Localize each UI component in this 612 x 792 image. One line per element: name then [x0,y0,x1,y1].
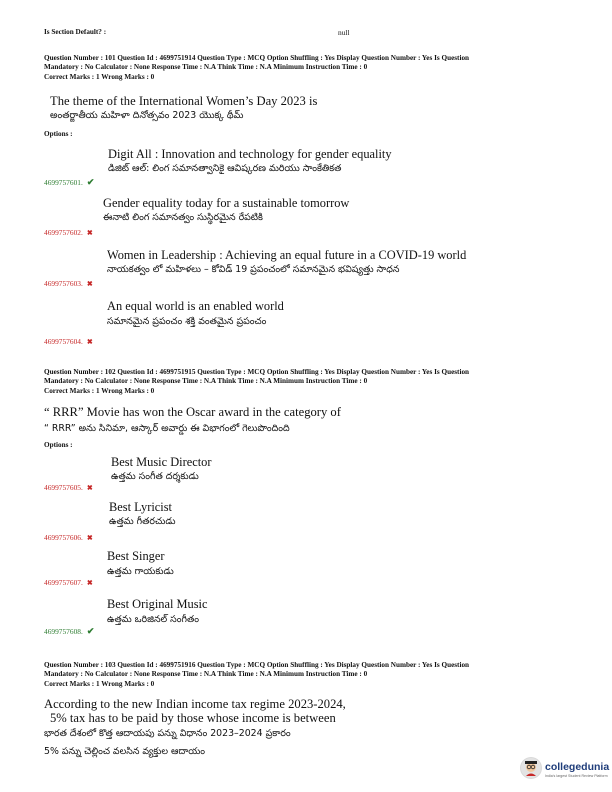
option-text-te: నాయకత్వం లో మహిళలు – కోవిడ్ 19 ప్రపంచంలో సమానమైన భవిష్యత్తు సాధన [107,264,400,275]
meta-line: Question Number : 102 Question Id : 4699751915 Question Type : MCQ Option Shuffling : Yes Display Question Number : Yes Is Question [44,368,470,376]
wrong-cross-icon: ✖ [86,484,93,492]
option-id: 4699757605. [44,483,83,492]
question-text-te: భారత దేశంలో కొత్త ఆదాయపు పన్ను విధానం 2023–2024 ప్రకారం [44,728,291,739]
option-row[interactable] [44,222,93,240]
option-text-en: An equal world is an enabled world [107,299,284,313]
meta-line: Question Number : 103 Question Id : 4699751916 Question Type : MCQ Option Shuffling : Yes Display Question Number : Yes Is Question [44,661,470,669]
option-text-en: Gender equality today for a sustainable tomorrow [103,196,350,210]
option-text-te: ఈనాటి లింగ సమానత్వం సుస్థిరమైన రేపటికి [103,212,263,223]
option-text-te: ఉత్తమ గీతరచుడు [109,516,176,527]
option-text-te: ఉత్తమ గాయకుడు [107,566,174,577]
section-default-label: Is Section Default? : [44,28,107,36]
option-text-en: Best Original Music [107,597,208,611]
options-label: Options : [44,441,73,449]
wrong-cross-icon: ✖ [86,534,93,542]
options-label: Options : [44,130,73,138]
option-row[interactable] [44,527,93,545]
meta-line: Correct Marks : 1 Wrong Marks : 0 [44,72,155,81]
option-text-en: Digit All : Innovation and technology for gender equality [108,147,392,161]
option-text-en: Women in Leadership : Achieving an equal future in a COVID-19 world [107,248,467,262]
wrong-cross-icon: ✖ [86,579,93,587]
option-row[interactable] [44,172,94,190]
correct-check-icon: ✔ [86,626,95,636]
option-text-en: Best Music Director [111,455,212,469]
meta-line: Correct Marks : 1 Wrong Marks : 0 [44,679,155,688]
option-text-te: డిజిట్ ఆల్: లింగ సమానత్వానికై ఆవిష్కరణ మరియు సాంకేతికత [108,163,342,174]
option-row[interactable] [44,477,93,495]
section-default-value: null [338,28,350,37]
meta-line: Mandatory : No Calculator : None Response Time : N.A Think Time : N.A Minimum Instruction Time : 0 [44,670,368,679]
question-text-en: According to the new Indian income tax regime 2023-2024, [44,697,346,711]
question-text-te: అంతర్జాతీయ మహిళా దినోత్సవం 2023 యొక్క థీమ్ [50,110,244,121]
brand-name: collegedunia [545,761,610,773]
question-meta [44,54,469,82]
option-row[interactable] [44,273,93,291]
correct-check-icon: ✔ [86,177,95,187]
question-text-te: “ RRR” అను సినిమా, ఆస్కార్ అవార్డు ఈ విభాగంలో గెలుపొందింది [44,423,290,434]
wrong-cross-icon: ✖ [86,338,93,346]
meta-line: Mandatory : No Calculator : None Response Time : N.A Think Time : N.A Minimum Instruction Time : 0 [44,377,368,386]
question-text-en: The theme of the International Women’s Day 2023 is [50,94,318,108]
option-text-te: ఉత్తమ సంగీత దర్శకుడు [111,471,199,482]
meta-line: Question Number : 101 Question Id : 4699751914 Question Type : MCQ Option Shuffling : Yes Display Question Number : Yes Is Question [44,54,470,62]
mascot-icon [520,757,542,779]
question-meta [44,661,469,689]
collegedunia-logo-icon [520,757,542,779]
option-id: 4699757607. [44,578,83,587]
option-id: 4699757602. [44,228,83,237]
question-text-te: 5% పన్ను చెల్లించ వలసిన వ్యక్తుల ఆదాయం [44,746,206,757]
option-row[interactable] [44,572,93,590]
wrong-cross-icon: ✖ [86,280,93,288]
option-text-en: Best Lyricist [109,500,172,514]
question-text-en: 5% tax has to be paid by those whose income is between [50,711,336,725]
question-meta [44,368,469,396]
wrong-cross-icon: ✖ [86,229,93,237]
brand-tagline: India's largest Student Review Platform [545,774,608,778]
meta-line: Correct Marks : 1 Wrong Marks : 0 [44,386,155,395]
option-text-te: ఉత్తమ ఒరిజినల్ సంగీతం [107,614,199,625]
meta-line: Mandatory : No Calculator : None Response Time : N.A Think Time : N.A Minimum Instruction Time : 0 [44,63,368,72]
option-row[interactable] [44,331,93,349]
option-id: 4699757603. [44,279,83,288]
option-text-te: సమానమైన ప్రపంచం శక్తి వంతమైన ప్రపంచం [107,316,267,327]
option-id: 4699757608. [44,627,83,636]
option-id: 4699757601. [44,178,83,187]
question-text-en: “ RRR” Movie has won the Oscar award in the category of [44,405,341,419]
option-id: 4699757604. [44,337,83,346]
option-text-en: Best Singer [107,549,165,563]
option-id: 4699757606. [44,533,83,542]
option-row[interactable] [44,621,94,639]
